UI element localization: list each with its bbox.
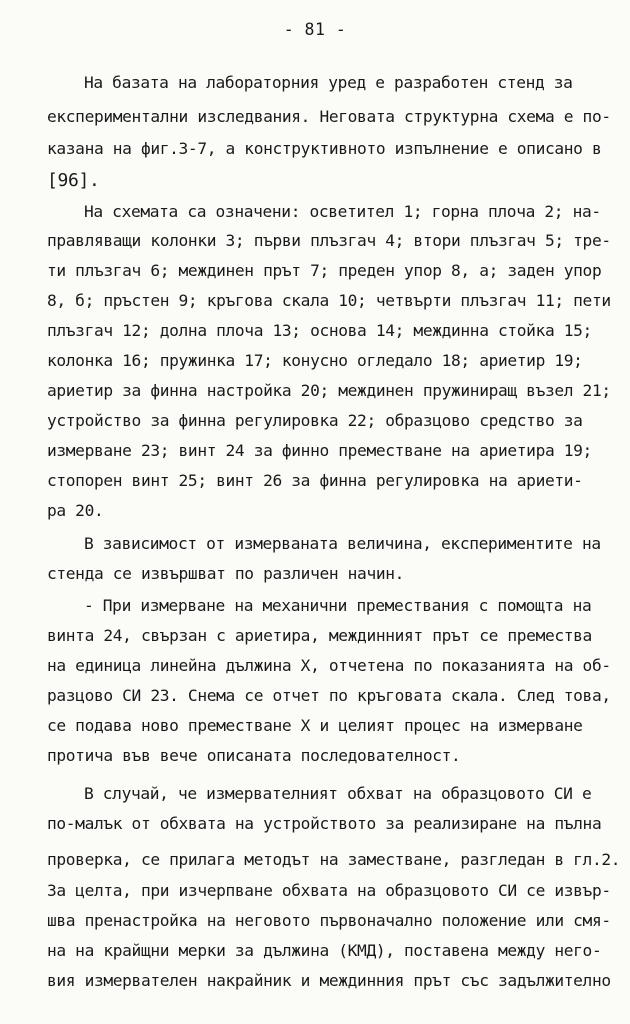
text-line: по-малък от обхвата на устройството за реализиране на пълна	[47, 814, 602, 833]
text-line: винта 24, свързан с ариетира, междинният прът се премества	[47, 626, 592, 645]
text-line: протича във вече описаната последователност.	[47, 746, 461, 765]
text-line: шва пренастройка на неговото първоначално положение или смя-	[47, 911, 611, 930]
text-line: експериментални изследвания. Неговата структурна схема е по-	[47, 107, 611, 126]
text-line: плъзгач 12; долна плоча 13; основа 14; междинна стойка 15;	[47, 321, 592, 340]
text-line: правляващи колонки 3; първи плъзгач 4; втори плъзгач 5; тре-	[47, 231, 611, 250]
text-line: В случай, че измервателният обхват на образцовото СИ е	[84, 784, 592, 803]
text-line: колонка 16; пружинка 17; конусно огледало 18; ариетир 19;	[47, 351, 583, 370]
text-line: разцово СИ 23. Снема се отчет по кръговата скала. След това,	[47, 686, 611, 705]
text-line: стопорен винт 25; винт 26 за финна регулировка на ариети-	[47, 471, 583, 490]
text-line: - При измерване на механични премествания с помощта на	[84, 596, 592, 615]
text-line: вия измервателен накрайник и междинния прът със задължително	[47, 971, 611, 990]
page-number: - 81 -	[283, 20, 347, 39]
text-line: проверка, се прилага методът на заместване, разгледан в гл.2.	[47, 850, 621, 869]
text-line: За целта, при изчерпване обхвата на образцовото СИ се извър-	[47, 881, 611, 900]
text-line: устройство за финна регулировка 22; образцово средство за	[47, 411, 583, 430]
text-line: стенда се извършват по различен начин.	[47, 564, 405, 583]
text-line: на на крайщни мерки за дължина (КМД), поставена между него-	[47, 941, 602, 960]
text-line: В зависимост от измерваната величина, експериментите на	[84, 534, 601, 553]
text-line: се подава ново преместване X и целият процес на измерване	[47, 716, 583, 735]
text-line: ра 20.	[47, 501, 104, 520]
text-line: На базата на лабораторния уред е разработен стенд за	[84, 73, 573, 92]
text-line: на единица линейна дължина X, отчетена по показанията на об-	[47, 656, 611, 675]
text-line: ти плъзгач 6; междинен прът 7; преден упор 8, а; заден упор	[47, 261, 602, 280]
text-line: [96].	[47, 170, 100, 191]
text-line: На схемата са означени: осветител 1; горна плоча 2; на-	[84, 202, 601, 221]
text-line: ариетир за финна настройка 20; междинен пружиниращ възел 21;	[47, 381, 611, 400]
text-line: казана на фиг.3-7, а конструктивното изпълнение е описано в	[47, 139, 602, 158]
text-line: 8, б; пръстен 9; кръгова скала 10; четвърти плъзгач 11; пети	[47, 291, 611, 310]
text-line: измерване 23; винт 24 за финно преместване на ариетира 19;	[47, 441, 592, 460]
